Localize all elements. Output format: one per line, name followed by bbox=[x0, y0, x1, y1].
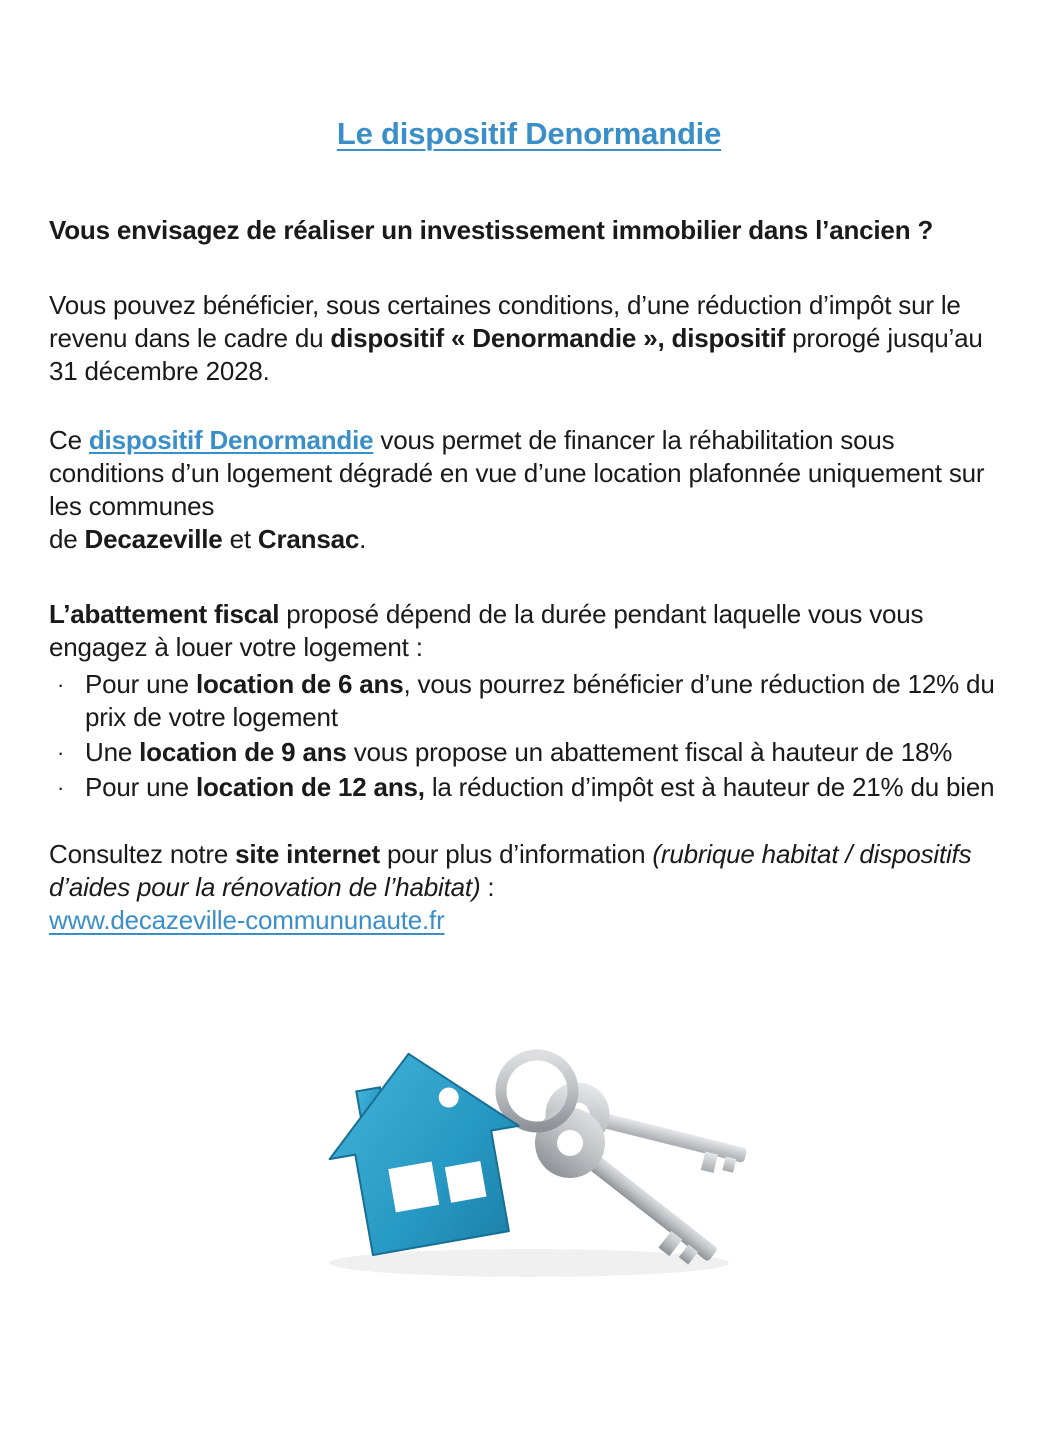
text-segment-bold: L’abattement fiscal bbox=[49, 599, 280, 629]
text-segment: Vous pouvez bénéficier, sous certaines conditions, d’une réduction d’impôt sur le revenu dans le cadre du bbox=[49, 290, 961, 353]
list-item-9-ans bbox=[49, 736, 1009, 769]
text-segment-bold: site internet bbox=[235, 839, 380, 869]
keys-photo bbox=[49, 1001, 1009, 1291]
text-segment: : bbox=[480, 872, 495, 902]
text-segment-bold: location de 9 ans bbox=[139, 737, 347, 767]
commune-cransac: Cransac bbox=[257, 524, 360, 554]
text-segment-bold: location de 6 ans bbox=[195, 669, 404, 699]
text-segment: et bbox=[222, 524, 258, 554]
paragraph-reduction bbox=[49, 289, 1009, 388]
list-item-6-ans bbox=[49, 668, 1009, 734]
bullet-icon: · bbox=[57, 672, 65, 697]
bullet-text bbox=[85, 736, 1009, 769]
text-segment: . bbox=[359, 524, 367, 554]
text-segment: vous permet de financer la réhabilitation sous conditions d’un logement dégradé en vue d’une location plafonnée uniquement sur les communes bbox=[49, 425, 985, 521]
house-keys-illustration bbox=[294, 1001, 764, 1291]
text-segment: pour plus d’information bbox=[379, 839, 653, 869]
duration-options-list bbox=[49, 668, 1009, 804]
bullet-text bbox=[85, 668, 1009, 734]
paragraph-abattement bbox=[49, 598, 1009, 664]
text-segment: Ce bbox=[49, 425, 89, 455]
intro-heading: Vous envisagez de réaliser un investissement immobilier dans l’ancien ? bbox=[49, 215, 934, 245]
text-segment: Pour une bbox=[85, 669, 196, 699]
bullet-text bbox=[85, 771, 1009, 804]
text-segment-bold: dispositif « Denormandie », dispositif bbox=[330, 323, 786, 353]
text-segment: prorogé jusqu’au 31 décembre 2028. bbox=[49, 323, 983, 386]
text-segment-bold: location de 12 ans, bbox=[195, 772, 425, 802]
text-segment: la réduction d’impôt est à hauteur de 21% du bien bbox=[424, 772, 995, 802]
bullet-icon: · bbox=[57, 740, 65, 765]
page-title: Le dispositif Denormandie bbox=[336, 116, 722, 151]
text-segment: Consultez notre bbox=[49, 839, 236, 869]
text-segment: de bbox=[49, 524, 85, 554]
website-link[interactable]: www.decazeville-commununaute.fr bbox=[49, 905, 445, 935]
text-segment: Pour une bbox=[85, 772, 196, 802]
paragraph-dispositif bbox=[49, 424, 1009, 556]
text-segment: Une bbox=[85, 737, 140, 767]
text-segment: proposé dépend de la durée pendant laquelle vous vous engagez à louer votre logement : bbox=[49, 599, 924, 662]
text-segment: , vous pourrez bénéficier d’une réduction de 12% du prix de votre logement bbox=[85, 669, 995, 732]
list-item-12-ans bbox=[49, 771, 1009, 804]
paragraph-consultez bbox=[49, 838, 1009, 937]
bullet-icon: · bbox=[57, 775, 65, 800]
denormandie-link[interactable]: dispositif Denormandie bbox=[88, 425, 374, 455]
text-segment-italic: (rubrique habitat / dispositifs d’aides pour la rénovation de l’habitat) bbox=[49, 839, 972, 902]
commune-decazeville: Decazeville bbox=[84, 524, 223, 554]
text-segment: vous propose un abattement fiscal à hauteur de 18% bbox=[346, 737, 953, 767]
